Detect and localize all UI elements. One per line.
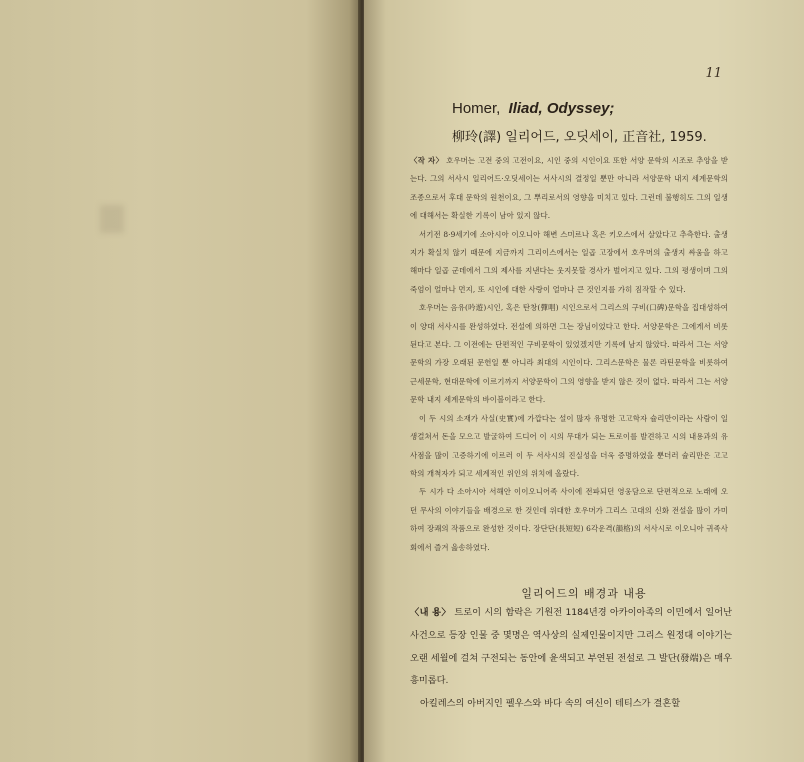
book-publication: 柳玲(譯) 일리어드, 오딧세이, 正音社, 1959. [452, 130, 707, 145]
author-paragraph: 두 시가 다 소아시아 서해안 이이오니어족 사이에 전파되던 영웅담으로 단편적으로 노래에 오던 무사의 이야기들을 배경으로 한 것인데 위대한 호우머가 그리스 고대의 신화 전설을 많이 가미하여 장쾌의 작품으로 완성한 것이다. 장단단(長短短) 6각운격(韻格)의 서사시로 이오니아 귀족사회에서 즐겨 읊송하였다. [410, 487, 728, 552]
content-section [410, 602, 732, 716]
section-heading: 일리어드의 배경과 내용 [521, 587, 647, 600]
author-paragraph: 이 두 시의 소재가 사실(史實)에 가깝다는 설이 많자 유명한 고고학자 슐리만이라는 사람이 일생걸쳐서 돈을 모으고 발굴하여 드디어 이 시의 무대가 되는 트로이를 발견하고 시의 내용과의 유사점을 많이 고증하기에 이르러 이 두 서사시의 진실성을 더욱 증명하였을 뿐더러 슐리만은 고고학의 개척자가 되고 세계적인 위인의 위치에 올랐다. [410, 413, 728, 478]
page-number: 11 [705, 66, 722, 81]
author-section [410, 152, 728, 557]
author-paragraph: 호우머는 음유(吟遊)시인, 혹은 탄창(彈唱) 시인으로서 그리스의 구비(口碑)문학을 집대성하여 이 양대 서사시를 완성하였다. 전설에 의하면 그는 장님이었다고 한다. 서양문학은 그에게서 비롯된다고 본다. 그 이전에는 단편적인 구비문학이 있었겠지만 기록에 남지 않았다. 따라서 그는 서양문학의 가장 오래된 문헌일 뿐 아니라 최대의 시인이다. 그리스문학은 물론 라틴문학을 비롯하여 근세문학, 현대문학에 이르기까지 서양문학이 그의 영향을 받지 않은 것이 없다. 따라서 그는 서양문학 내지 세계문학의 바이블이라고 한다. [410, 303, 728, 405]
right-page [364, 0, 804, 762]
author-label: 〈작 자〉 [410, 156, 444, 165]
book-title [452, 100, 614, 117]
content-label: 〈내 용〉 [410, 607, 452, 618]
author-paragraph [410, 152, 728, 226]
book-author: Homer, [452, 100, 501, 117]
author-paragraph-text: 호우머는 고전 중의 고전이요, 시인 중의 시인이요 또한 서양 문학의 시조로 추앙을 받는다. 그의 서사시 일리어드·오딧세이는 서사시의 결정일 뿐만 아니라 서양문학 내지 세계문학의 조종으로서 후대 문학의 원천이요, 그 뿌리로서의 영향을 미치고 있다. 그런데 불행히도 그의 일생에 대해서는 확실한 기록이 남아 있지 않다. [410, 156, 729, 221]
content-paragraph-text: 트로이 시의 함락은 기원전 1184년경 아카이아족의 이민에서 일어난 사건으로 등장 인물 중 몇명은 역사상의 실제인물이지만 그리스 원정대 이야기는 오랜 세월에 걸쳐 구전되는 동안에 윤색되고 부연된 전설로 그 발단(發端)은 매우 흥미롭다. [410, 607, 733, 687]
book-works: Iliad, Odyssey; [508, 100, 615, 117]
content-paragraph: 아킬레스의 아버지인 펠우스와 바다 속의 여신이 테티스가 결혼할 [420, 698, 681, 710]
content-paragraph [410, 602, 732, 693]
ink-bleed-mark [100, 205, 124, 233]
left-page [0, 0, 360, 762]
author-paragraph: 서기전 8·9세기에 소아시아 이오니아 해변 스미르나 혹은 키오스에서 살았다고 추측한다. 출생지가 확실치 않기 때문에 지금까지 그리이스에서는 일곱 고장에서 호우머의 출생지 싸움을 하고 해마다 일곱 군데에서 그의 제사를 지낸다는 웃지못할 경사가 벌어지고 있다. 그의 평생이며 그의 죽엄이 얼마나 먼지, 또 시인에 대한 사랑이 얼마나 큰 것인지를 가히 짐작할 수 있다. [410, 229, 728, 294]
